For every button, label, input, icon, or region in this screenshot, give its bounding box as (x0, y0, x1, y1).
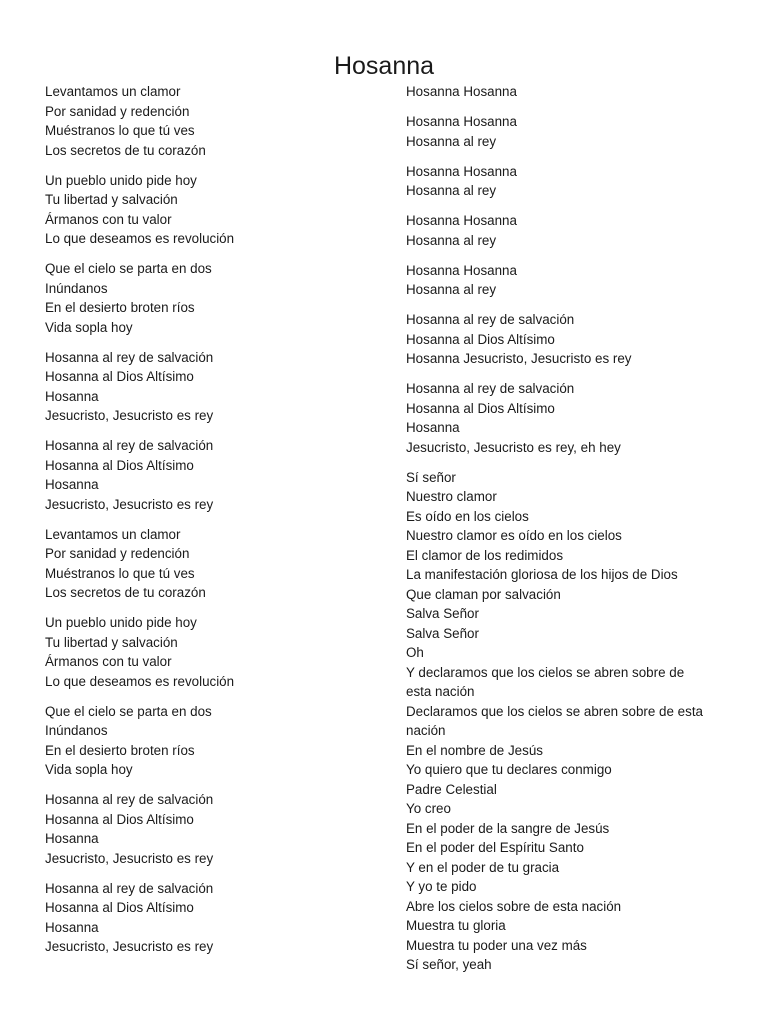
lyric-line: Levantamos un clamor (45, 526, 181, 542)
lyric-line: Salva Señor (406, 625, 479, 641)
lyric-line: Jesucristo, Jesucristo es rey (45, 496, 214, 512)
lyric-stanza (45, 879, 365, 957)
lyric-line: Un pueblo unido pide hoy (45, 172, 197, 188)
lyric-line: Nuestro clamor (406, 489, 497, 504)
lyric-line: Y yo te pido (406, 879, 477, 894)
lyric-line: Hosanna (45, 388, 99, 404)
lyric-line: Lo que deseamos es revolución (45, 673, 235, 689)
lyric-line: Que el cielo se parta en dos (45, 703, 212, 719)
lyric-stanza (45, 348, 365, 426)
lyric-line: Ármanos con tu valor (45, 654, 172, 669)
lyric-stanza (45, 613, 365, 691)
lyric-line: Los secretos de tu corazón (45, 142, 206, 158)
lyric-line: Hosanna (45, 477, 99, 492)
lyric-stanza (406, 162, 726, 201)
lyric-line: Hosanna al rey de salvación (406, 312, 575, 327)
lyric-stanza (406, 211, 726, 250)
lyric-stanza (45, 82, 365, 160)
lyric-line: Sí señor, yeah (406, 957, 492, 972)
lyric-line: Ármanos con tu valor (45, 211, 172, 227)
lyric-line: En el nombre de Jesús (406, 742, 543, 758)
lyric-line: En el desierto broten ríos (45, 742, 195, 758)
lyric-line: Hosanna (406, 420, 460, 435)
lyric-line: En el desierto broten ríos (45, 300, 195, 315)
lyric-stanza (45, 790, 365, 868)
lyric-line: Hosanna Hosanna (406, 84, 517, 99)
lyric-line: Hosanna al rey de salvación (406, 381, 575, 396)
lyric-line: Oh (406, 645, 424, 660)
lyric-line: Hosanna Hosanna (406, 114, 517, 129)
lyric-line: Hosanna (45, 831, 99, 846)
lyric-line: Por sanidad y redención (45, 103, 190, 119)
lyric-line: El clamor de los redimidos (406, 547, 564, 563)
lyric-line: Y declaramos que los cielos se abren sobre de (406, 664, 685, 680)
lyric-line: La manifestación gloriosa de los hijos de Dios (406, 567, 678, 582)
lyric-line: Hosanna al Dios Altísimo (45, 811, 194, 827)
lyric-line: Yo quiero que tu declares conmigo (406, 762, 612, 777)
lyric-line: Los secretos de tu corazón (45, 585, 206, 600)
lyric-line: Hosanna al Dios Altísimo (406, 400, 555, 416)
lyric-line: Yo creo (406, 801, 451, 816)
lyric-line: Padre Celestial (406, 781, 497, 797)
lyric-line: Inúndanos (45, 280, 108, 296)
lyric-line: Por sanidad y redención (45, 546, 190, 561)
lyric-line: Hosanna Hosanna (406, 262, 517, 278)
lyric-line: nación (406, 723, 446, 738)
page-title: Hosanna (333, 52, 435, 80)
lyric-stanza (406, 82, 726, 102)
lyric-line: Levantamos un clamor (45, 84, 181, 99)
lyric-line: Abre los cielos sobre de esta nación (406, 898, 622, 914)
lyric-line: Un pueblo unido pide hoy (45, 615, 197, 630)
lyric-line: Tu libertad y salvación (45, 634, 178, 650)
lyric-line: Jesucristo, Jesucristo es rey, eh hey (406, 439, 621, 455)
lyric-line: Vida sopla hoy (45, 762, 133, 777)
lyric-line: Hosanna al rey (406, 183, 497, 198)
lyric-line: En el poder del Espíritu Santo (406, 840, 584, 855)
lyric-line: esta nación (406, 684, 475, 699)
lyric-stanza (45, 259, 365, 337)
lyrics-right-column (406, 82, 726, 985)
lyric-stanza (406, 379, 726, 457)
lyric-line: Hosanna al rey de salvación (45, 880, 214, 896)
lyric-line: Hosanna Hosanna (406, 213, 517, 228)
lyric-stanza (406, 261, 726, 300)
lyric-line: Jesucristo, Jesucristo es rey (45, 850, 214, 866)
lyric-stanza (406, 112, 726, 151)
lyric-line: Hosanna al Dios Altísimo (45, 900, 194, 915)
lyric-line: Sí señor (406, 469, 456, 485)
lyric-line: Declaramos que los cielos se abren sobre de esta (406, 703, 703, 719)
lyric-stanza (45, 436, 365, 514)
lyric-line: Hosanna (45, 919, 99, 935)
lyric-line: Que claman por salvación (406, 586, 561, 602)
lyric-line: Hosanna al rey de salvación (45, 792, 214, 807)
lyric-line: Hosanna Hosanna (406, 163, 517, 179)
lyric-line: Nuestro clamor es oído en los cielos (406, 528, 622, 543)
lyric-stanza (45, 171, 365, 249)
lyric-line: Lo que deseamos es revolución (45, 231, 235, 246)
lyric-stanza (406, 468, 726, 975)
lyric-line: Muestra tu poder una vez más (406, 937, 587, 953)
lyric-line: Hosanna al rey de salvación (45, 349, 214, 365)
lyrics-left-column (45, 82, 365, 967)
lyric-line: Jesucristo, Jesucristo es rey (45, 939, 214, 954)
lyric-line: Muéstranos lo que tú ves (45, 123, 195, 138)
lyric-stanza (406, 310, 726, 369)
lyric-line: Hosanna al rey (406, 133, 497, 149)
lyric-line: Hosanna al rey (406, 232, 497, 248)
lyric-line: Hosanna al Dios Altísimo (406, 331, 555, 347)
lyric-stanza (45, 702, 365, 780)
lyric-line: Hosanna al Dios Altísimo (45, 369, 194, 384)
lyric-line: Hosanna al Dios Altísimo (45, 457, 194, 473)
lyric-line: Inúndanos (45, 723, 108, 738)
lyric-stanza (45, 525, 365, 603)
lyric-line: Hosanna al rey de salvación (45, 438, 214, 453)
lyric-line: Hosanna al rey (406, 282, 497, 297)
lyric-line: En el poder de la sangre de Jesús (406, 820, 610, 836)
lyric-line: Jesucristo, Jesucristo es rey (45, 408, 214, 423)
lyric-line: Tu libertad y salvación (45, 192, 178, 207)
lyric-line: Muestra tu gloria (406, 918, 506, 933)
lyric-line: Y en el poder de tu gracia (406, 859, 560, 875)
lyric-line: Es oído en los cielos (406, 508, 529, 524)
lyric-line: Vida sopla hoy (45, 319, 133, 335)
lyric-line: Salva Señor (406, 606, 479, 621)
lyric-line: Que el cielo se parta en dos (45, 261, 212, 276)
lyric-line: Muéstranos lo que tú ves (45, 565, 195, 581)
lyric-line: Hosanna Jesucristo, Jesucristo es rey (406, 351, 632, 366)
